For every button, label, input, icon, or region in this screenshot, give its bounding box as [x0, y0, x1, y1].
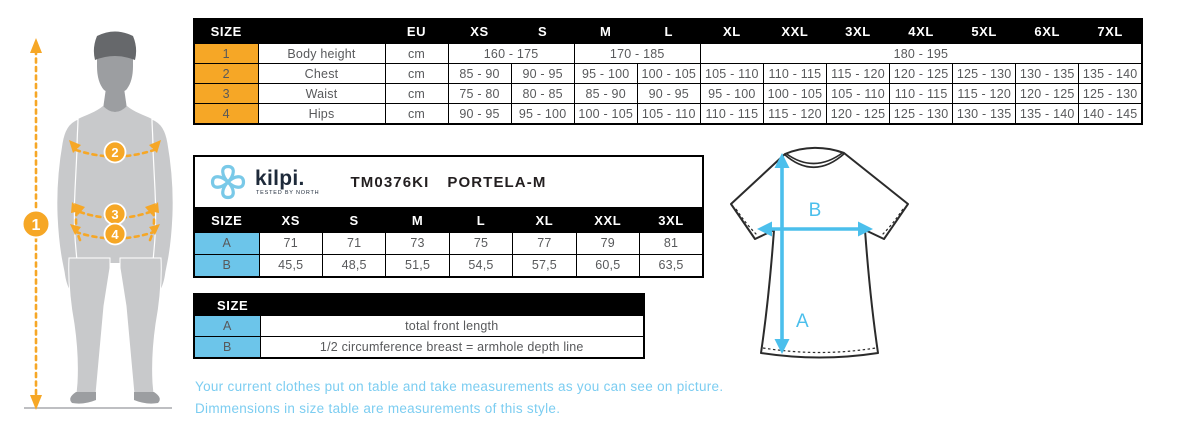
- product-col-header-3XL: 3XL: [640, 208, 703, 233]
- measurement-col-header-7XL: 7XL: [1079, 19, 1142, 44]
- value-cell: 125 - 130: [953, 64, 1016, 84]
- value-cell: 160 - 175: [448, 44, 574, 64]
- measurement-col-header-S: S: [511, 19, 574, 44]
- value-cell: 71: [259, 232, 322, 254]
- value-cell: 45,5: [259, 254, 322, 277]
- value-cell: 63,5: [640, 254, 703, 277]
- value-cell: 77: [513, 232, 576, 254]
- value-cell: 95 - 100: [574, 64, 637, 84]
- value-cell: 170 - 185: [574, 44, 700, 64]
- product-table-block: [193, 155, 704, 278]
- value-cell: 135 - 140: [1016, 104, 1079, 125]
- legend-header-cell: SIZE: [194, 294, 644, 316]
- note-line-2: Dimmensions in size table are measurements of this style.: [195, 401, 561, 416]
- row-label-cell: B: [194, 254, 259, 277]
- value-cell: 79: [576, 232, 639, 254]
- hair: [94, 32, 136, 61]
- value-cell: 75: [449, 232, 512, 254]
- body-figure: [0, 0, 190, 420]
- row-number-cell: 1: [194, 44, 258, 64]
- right-leg: [120, 258, 161, 394]
- measurement-col-header-SIZE: SIZE: [194, 19, 258, 44]
- product-row-B: [194, 254, 703, 277]
- value-cell: 140 - 145: [1079, 104, 1142, 125]
- value-cell: 90 - 95: [637, 84, 700, 104]
- value-cell: 100 - 105: [637, 64, 700, 84]
- value-cell: 57,5: [513, 254, 576, 277]
- product-name: PORTELA-M: [447, 173, 547, 191]
- shirt-diagram: [712, 140, 930, 372]
- product-col-header-M: M: [386, 208, 449, 233]
- measurement-col-header-3XL: 3XL: [826, 19, 889, 44]
- measurement-table: [193, 18, 1143, 125]
- value-cell: 110 - 115: [763, 64, 826, 84]
- marker-4-number: 4: [111, 227, 119, 242]
- marker-1: [23, 211, 50, 238]
- legend-row-A: [194, 316, 644, 337]
- value-cell: 81: [640, 232, 703, 254]
- value-cell: 125 - 130: [1079, 84, 1142, 104]
- row-label-cell: A: [194, 232, 259, 254]
- value-cell: 130 - 135: [953, 104, 1016, 125]
- measurement-row-hips: [194, 104, 1142, 125]
- marker-4: [105, 224, 126, 245]
- legend-description-cell: total front length: [260, 316, 644, 337]
- marker-3: [105, 204, 126, 225]
- value-cell: 90 - 95: [448, 104, 511, 125]
- value-cell: 105 - 110: [637, 104, 700, 125]
- value-cell: 60,5: [576, 254, 639, 277]
- value-cell: 51,5: [386, 254, 449, 277]
- product-col-header-SIZE: SIZE: [194, 208, 259, 233]
- row-label-cell: Chest: [258, 64, 385, 84]
- value-cell: 105 - 110: [826, 84, 889, 104]
- value-cell: 125 - 130: [890, 104, 953, 125]
- measurement-row-waist: [194, 84, 1142, 104]
- row-unit-cell: cm: [385, 44, 448, 64]
- value-cell: 71: [322, 232, 385, 254]
- value-cell: 105 - 110: [700, 64, 763, 84]
- measurement-table-header: [194, 19, 1142, 44]
- marker-3-number: 3: [111, 207, 119, 222]
- measurement-col-header-4XL: 4XL: [890, 19, 953, 44]
- row-label-cell: Waist: [258, 84, 385, 104]
- value-cell: 75 - 80: [448, 84, 511, 104]
- value-cell: 110 - 115: [700, 104, 763, 125]
- value-cell: 90 - 95: [511, 64, 574, 84]
- product-table: [193, 207, 704, 278]
- value-cell: 115 - 120: [763, 104, 826, 125]
- neck: [103, 88, 127, 112]
- legend-table: [193, 293, 645, 359]
- product-title: [195, 174, 702, 191]
- measurement-col-header-XXL: XXL: [763, 19, 826, 44]
- measurement-row-chest: [194, 64, 1142, 84]
- legend-label-cell: A: [194, 316, 260, 337]
- product-col-header-XS: XS: [259, 208, 322, 233]
- measurement-col-header-M: M: [574, 19, 637, 44]
- legend-table-header: [194, 294, 644, 316]
- row-unit-cell: cm: [385, 64, 448, 84]
- right-foot: [134, 392, 160, 404]
- product-code: TM0376KI: [350, 173, 430, 191]
- row-label-cell: Body height: [258, 44, 385, 64]
- measurement-col-header-EU: EU: [385, 19, 448, 44]
- value-cell: 115 - 120: [826, 64, 889, 84]
- value-cell: 135 - 140: [1079, 64, 1142, 84]
- value-cell: 80 - 85: [511, 84, 574, 104]
- value-cell: 85 - 90: [448, 64, 511, 84]
- measurement-col-header-label: [258, 19, 385, 44]
- row-number-cell: 2: [194, 64, 258, 84]
- shirt-label-a: A: [796, 311, 809, 332]
- value-cell: 120 - 125: [1016, 84, 1079, 104]
- row-unit-cell: cm: [385, 104, 448, 125]
- measurement-col-header-XL: XL: [700, 19, 763, 44]
- value-cell: 100 - 105: [574, 104, 637, 125]
- notes: [195, 376, 723, 420]
- product-col-header-XL: XL: [513, 208, 576, 233]
- brand-wordmark: kilpi.: [255, 166, 305, 190]
- legend-description-cell: 1/2 circumference breast = armhole depth line: [260, 337, 644, 359]
- marker-1-number: 1: [31, 217, 41, 234]
- product-row-A: [194, 232, 703, 254]
- row-number-cell: 4: [194, 104, 258, 125]
- measurement-row-body-height: [194, 44, 1142, 64]
- value-cell: 130 - 135: [1016, 64, 1079, 84]
- value-cell: 73: [386, 232, 449, 254]
- shirt-label-b: B: [808, 200, 822, 221]
- measurement-col-header-XS: XS: [448, 19, 511, 44]
- row-unit-cell: cm: [385, 84, 448, 104]
- value-cell: 115 - 120: [953, 84, 1016, 104]
- measurement-col-header-5XL: 5XL: [953, 19, 1016, 44]
- value-cell: 180 - 195: [700, 44, 1142, 64]
- note-line-1: Your current clothes put on table and take measurements as you can see on picture.: [195, 379, 724, 394]
- value-cell: 120 - 125: [826, 104, 889, 125]
- value-cell: 95 - 100: [511, 104, 574, 125]
- left-leg: [69, 258, 110, 394]
- marker-2-number: 2: [111, 145, 119, 160]
- row-number-cell: 3: [194, 84, 258, 104]
- value-cell: 100 - 105: [763, 84, 826, 104]
- legend-label-cell: B: [194, 337, 260, 359]
- left-foot: [70, 392, 96, 404]
- value-cell: 110 - 115: [890, 84, 953, 104]
- value-cell: 95 - 100: [700, 84, 763, 104]
- brand-tagline: TESTED BY NORTH: [256, 189, 320, 196]
- product-col-header-S: S: [322, 208, 385, 233]
- value-cell: 85 - 90: [574, 84, 637, 104]
- shirt-outline: [731, 148, 908, 358]
- measurement-col-header-L: L: [637, 19, 700, 44]
- row-label-cell: Hips: [258, 104, 385, 125]
- value-cell: 48,5: [322, 254, 385, 277]
- legend-row-B: [194, 337, 644, 359]
- value-cell: 54,5: [449, 254, 512, 277]
- value-cell: 120 - 125: [890, 64, 953, 84]
- product-col-header-L: L: [449, 208, 512, 233]
- product-header: [193, 155, 704, 209]
- measurement-col-header-6XL: 6XL: [1016, 19, 1079, 44]
- product-col-header-XXL: XXL: [576, 208, 639, 233]
- product-table-header: [194, 208, 703, 233]
- marker-2: [105, 142, 126, 163]
